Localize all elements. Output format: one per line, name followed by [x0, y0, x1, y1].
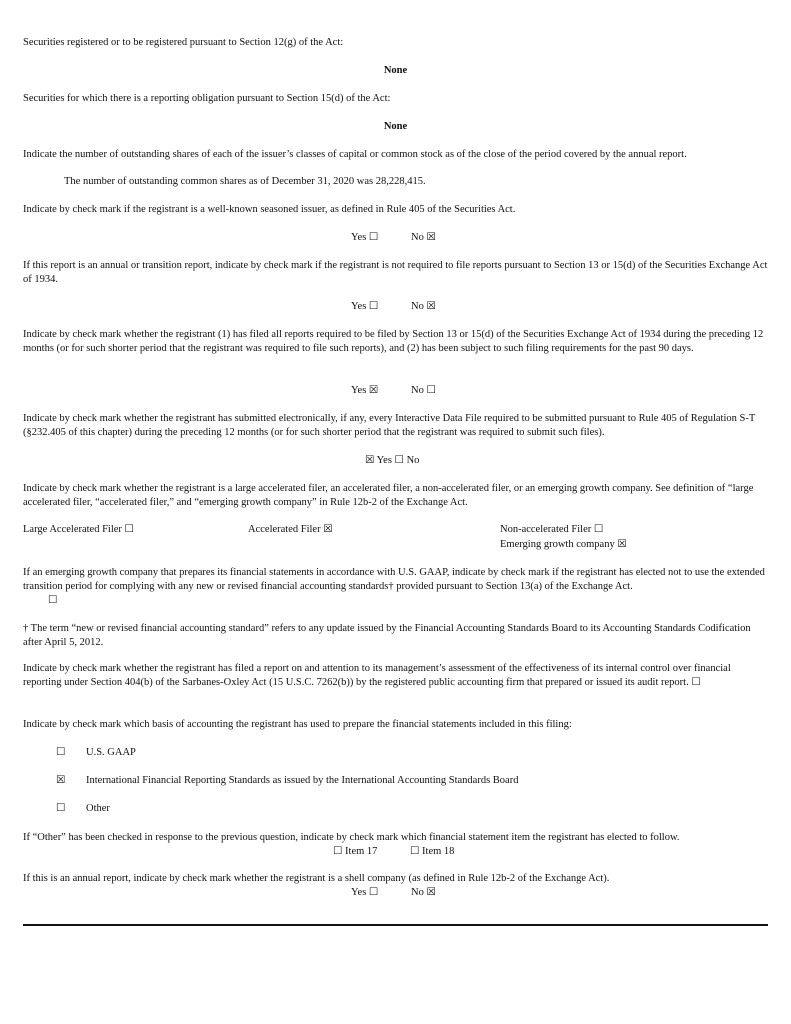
basis-question: Indicate by check mark which basis of accounting the registrant has used to prepare the financial statements included in this filing:	[23, 719, 572, 730]
filer-accelerated: Accelerated Filer ☒	[248, 524, 333, 535]
interactive-question: Indicate by check mark whether the registrant has submitted electronically, if any, every Interactive Data File required to be submitted pursuant to Rule 405 of Regulation S-T (§232.405 of this chapter) during the preceding 12 months (or for such shorter period that the registrant was required to submit such files).	[23, 413, 756, 438]
basis-option-gaap-label: U.S. GAAP	[86, 747, 136, 758]
not-required-question: If this report is an annual or transition report, indicate by check mark if the registrant is not required to file reports pursuant to Section 13 or 15(d) of the Securities Exchange Act of 1934.	[23, 260, 768, 285]
section-divider	[23, 924, 768, 926]
wksi-question: Indicate by check mark if the registrant is a well-known seasoned issuer, as defined in Rule 405 of the Securities Act.	[23, 204, 516, 215]
sec15d-label: Securities for which there is a reporting obligation pursuant to Section 15(d) of the Act:	[23, 93, 391, 104]
egc-question: If an emerging growth company that prepares its financial statements in accordance with U.S. GAAP, indicate by check mark if the registrant has elected not to use the extended transition period for complying with any new or revised financial accounting standards† provided pursuant to Section 13(a) of the Exchange Act.	[23, 567, 765, 592]
shell-yes: Yes ☐	[351, 887, 379, 898]
not-required-no: No ☒	[411, 301, 436, 312]
sec12g-value: None	[383, 65, 408, 76]
icfr-question	[23, 662, 768, 690]
other-item-17: ☐ Item 17	[333, 846, 378, 857]
footnote: † The term “new or revised financial accounting standard” refers to any update issued by the Financial Accounting Standards Board to its Accounting Standards Codification after April 5, 2012.	[23, 623, 751, 648]
basis-option-other-box: ☐	[56, 803, 66, 814]
filer-non-accelerated: Non-accelerated Filer ☐	[500, 524, 604, 535]
basis-option-ifrs-box: ☒	[56, 775, 66, 786]
filer-question: Indicate by check mark whether the registrant is a large accelerated filer, an accelerated filer, a non-accelerated filer, or an emerging growth company. See definition of “large accelerated filer, “accelerated filer,” and “emerging growth company” in Rule 12b-2 of the Exchange Act.	[23, 483, 754, 508]
shell-question: If this is an annual report, indicate by check mark whether the registrant is a shell company (as defined in Rule 12b-2 of the Exchange Act).	[23, 873, 610, 884]
basis-option-other-label: Other	[86, 803, 110, 814]
other-item-18: ☐ Item 18	[410, 846, 455, 857]
filer-emerging: Emerging growth company ☒	[500, 539, 627, 550]
egc-checkbox: ☐	[48, 595, 58, 606]
wksi-no: No ☒	[411, 232, 436, 243]
filed-all-no: No ☐	[411, 385, 436, 396]
icfr-checkbox: ☐	[691, 677, 701, 688]
wksi-yes: Yes ☐	[351, 232, 379, 243]
filed-all-yes: Yes ☒	[351, 385, 379, 396]
interactive-answer: ☒ Yes ☐ No	[365, 455, 420, 466]
basis-option-ifrs-label: International Financial Reporting Standards as issued by the International Accounting Standards Board	[86, 775, 519, 786]
sec12g-label: Securities registered or to be registered pursuant to Section 12(g) of the Act:	[23, 37, 344, 48]
outstanding-statement: The number of outstanding common shares as of December 31, 2020 was 28,228,415.	[64, 176, 426, 187]
basis-option-gaap-box: ☐	[56, 747, 66, 758]
filer-large: Large Accelerated Filer ☐	[23, 524, 134, 535]
icfr-question-text: Indicate by check mark whether the registrant has filed a report on and attention to its management’s assessment of the effectiveness of its internal control over financial reporting under Section 404(b) of the Sarbanes-Oxley Act (15 U.S.C. 7262(b)) by the registered public accounting firm that prepared or issued its audit report.	[23, 663, 731, 688]
not-required-yes: Yes ☐	[351, 301, 379, 312]
sec15d-value: None	[383, 121, 408, 132]
other-item-question: If “Other” has been checked in response to the previous question, indicate by check mark which financial statement item the registrant has elected to follow.	[23, 832, 680, 843]
shell-no: No ☒	[411, 887, 436, 898]
filed-all-question: Indicate by check mark whether the registrant (1) has filed all reports required to be filed by Section 13 or 15(d) of the Securities Exchange Act of 1934 during the preceding 12 months (or for such shorter period that the registrant was required to file such reports), and (2) has been subject to such filing requirements for the past 90 days.	[23, 329, 764, 354]
outstanding-prompt: Indicate the number of outstanding shares of each of the issuer’s classes of capital or common stock as of the close of the period covered by the annual report.	[23, 149, 687, 160]
